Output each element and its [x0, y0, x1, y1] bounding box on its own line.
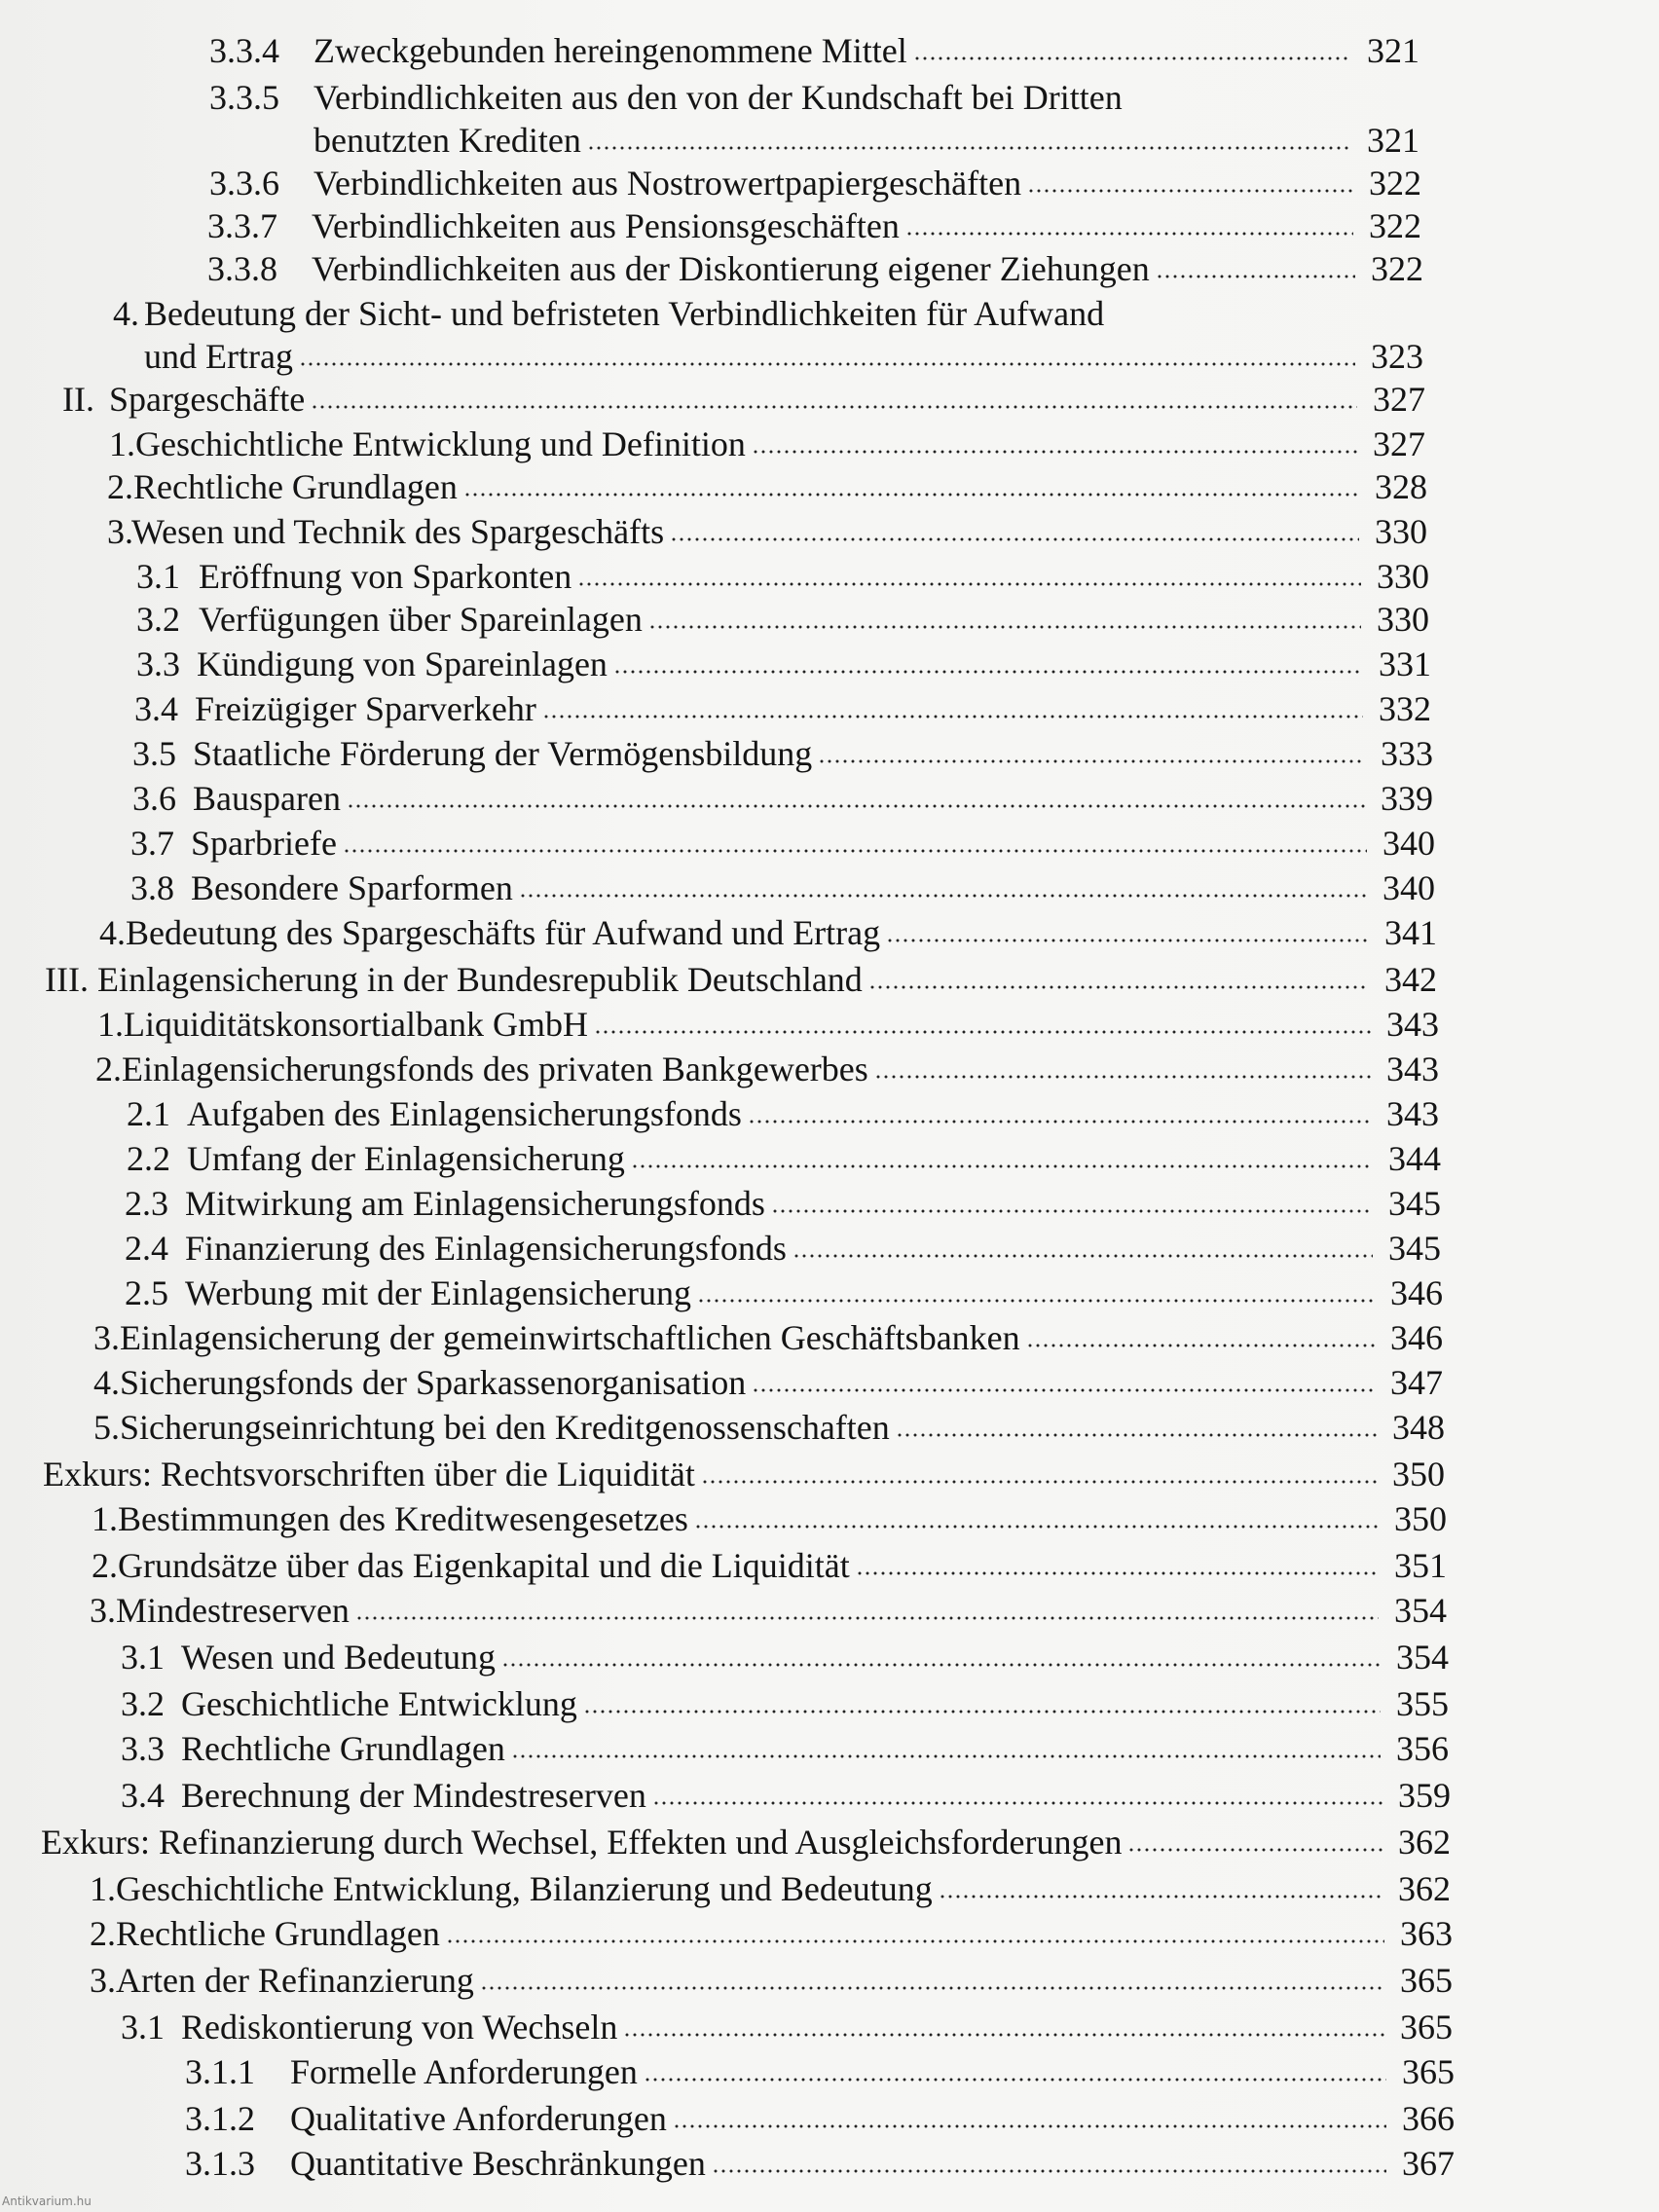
toc-entry[interactable] — [41, 1821, 1451, 1863]
entry-title: Umfang der Einlagensicherung — [187, 1139, 625, 1178]
entry-page-number: 348 — [1392, 1408, 1445, 1447]
entry-page-number: 343 — [1386, 1050, 1439, 1088]
entry-page-number: 343 — [1386, 1094, 1439, 1133]
toc-entry[interactable] — [187, 1137, 1441, 1180]
entry-number: 1. — [92, 1499, 118, 1538]
entry-number: 3.1 — [121, 1638, 165, 1677]
entry-page-number: 345 — [1388, 1229, 1441, 1268]
entry-number: 3. — [90, 1591, 116, 1630]
entry-number: 3.3.4 — [209, 31, 279, 70]
toc-entry[interactable] — [118, 1497, 1447, 1540]
entry-number: 4. — [93, 1363, 120, 1402]
entry-title: Mindestreserven — [116, 1591, 350, 1630]
dot-leader — [868, 985, 1369, 989]
entry-title: Geschichtliche Entwicklung, Bilanzierung und Bedeutung — [116, 1869, 933, 1908]
dot-leader — [752, 450, 1357, 454]
entry-number: 3.4 — [121, 1776, 165, 1815]
entry-title: Rechtliche Grundlagen — [133, 467, 458, 506]
entry-number: 5. — [93, 1408, 120, 1447]
entry-number: 3.2 — [136, 600, 180, 639]
toc-entry[interactable] — [133, 465, 1427, 508]
entry-number: 3.3.6 — [209, 164, 279, 203]
dot-leader — [856, 1571, 1379, 1575]
entry-title: Aufgaben des Einlagensicherungsfonds — [187, 1094, 742, 1133]
entry-number: 3.8 — [130, 868, 174, 907]
toc-entry[interactable] — [120, 1361, 1443, 1404]
entry-page-number: 351 — [1394, 1546, 1447, 1585]
dot-leader — [623, 2033, 1384, 2037]
entry-title: Geschichtliche Entwicklung und Definition — [135, 424, 746, 463]
toc-entry[interactable] — [193, 732, 1433, 775]
entry-number: 3.3 — [136, 645, 180, 683]
entry-number: 3.1 — [121, 2008, 165, 2046]
entry-number: 3.7 — [130, 824, 174, 863]
entry-number: 2. — [92, 1546, 118, 1585]
entry-number: 2. — [95, 1050, 122, 1088]
dot-leader — [644, 2078, 1386, 2082]
entry-title: Verbindlichkeiten aus Nostrowertpapiergeschäften — [313, 164, 1022, 203]
toc-entry[interactable] — [290, 2050, 1455, 2093]
dot-leader — [694, 1525, 1379, 1529]
entry-page-number: 344 — [1388, 1139, 1441, 1178]
entry-title: Geschichtliche Entwicklung — [181, 1684, 577, 1723]
dot-leader — [519, 894, 1367, 898]
toc-entry[interactable] — [116, 1589, 1447, 1632]
entry-title: Wesen und Technik des Spargeschäfts — [131, 512, 665, 551]
entry-page-number: 355 — [1396, 1684, 1449, 1723]
toc-entry[interactable] — [181, 1636, 1449, 1678]
entry-page-number: 356 — [1396, 1729, 1449, 1768]
toc-entry[interactable] — [195, 687, 1431, 730]
entry-title: Bedeutung des Spargeschäfts für Aufwand und Ertrag — [126, 913, 881, 952]
dot-leader — [905, 232, 1353, 236]
toc-entry[interactable] — [199, 598, 1429, 641]
entry-page-number: 350 — [1392, 1455, 1445, 1493]
dot-leader — [355, 1616, 1379, 1620]
entry-number: 2. — [107, 467, 133, 506]
entry-page-number: 330 — [1377, 600, 1429, 639]
entry-page-number: 354 — [1396, 1638, 1449, 1677]
dot-leader — [587, 146, 1351, 150]
entry-page-number: 321 — [1367, 31, 1419, 70]
entry-page-number: 322 — [1369, 206, 1421, 245]
dot-leader — [652, 1801, 1382, 1805]
dot-leader — [1127, 1848, 1382, 1852]
toc-entry[interactable] — [43, 1453, 1445, 1495]
toc-entry[interactable] — [131, 510, 1427, 553]
entry-page-number: 365 — [1402, 2052, 1455, 2091]
dot-leader — [939, 1895, 1382, 1899]
dot-leader — [347, 804, 1365, 808]
entry-number: 1. — [90, 1869, 116, 1908]
toc-entry[interactable] — [290, 2142, 1455, 2185]
entry-page-number: 341 — [1384, 913, 1437, 952]
toc-entry[interactable] — [124, 1003, 1439, 1046]
entry-title: Freizügiger Sparverkehr — [195, 689, 536, 728]
entry-number: III. — [45, 960, 89, 999]
dot-leader — [748, 1120, 1371, 1124]
dot-leader — [752, 1388, 1375, 1392]
entry-number: II. — [62, 380, 94, 419]
dot-leader — [299, 362, 1355, 366]
toc-entry[interactable] — [312, 204, 1421, 247]
entry-page-number: 333 — [1381, 734, 1433, 773]
entry-number: 4. — [113, 294, 139, 333]
dot-leader — [1027, 189, 1353, 193]
toc-entry[interactable] — [313, 76, 1419, 119]
entry-number: 2.3 — [125, 1184, 168, 1223]
entry-title: Finanzierung des Einlagensicherungsfonds — [185, 1229, 787, 1268]
entry-title: Kündigung von Spareinlagen — [197, 645, 608, 683]
dot-leader — [886, 939, 1369, 942]
dot-leader — [480, 1986, 1384, 1990]
entry-number: 3. — [107, 512, 133, 551]
toc-entry[interactable] — [120, 1406, 1445, 1449]
entry-page-number: 345 — [1388, 1184, 1441, 1223]
dot-leader — [701, 1480, 1377, 1484]
toc-entry[interactable] — [120, 1316, 1443, 1359]
dot-leader — [501, 1663, 1381, 1667]
entry-page-number: 362 — [1398, 1823, 1451, 1862]
entry-title: Einlagensicherung in der Bundesrepublik Deutschland — [97, 960, 863, 999]
toc-entry[interactable] — [313, 29, 1419, 72]
entry-title: Liquiditätskonsortialbank GmbH — [124, 1005, 588, 1044]
entry-number: 3.4 — [134, 689, 178, 728]
entry-page-number: 331 — [1379, 645, 1431, 683]
entry-page-number: 347 — [1390, 1363, 1443, 1402]
toc-entry[interactable] — [116, 1912, 1453, 1955]
entry-page-number: 366 — [1402, 2099, 1455, 2138]
entry-number: 3.1 — [136, 557, 180, 596]
toc-entry[interactable] — [135, 423, 1425, 465]
entry-page-number: 339 — [1381, 779, 1433, 818]
entry-page-number: 340 — [1382, 868, 1435, 907]
entry-page-number: 343 — [1386, 1005, 1439, 1044]
toc-entry[interactable] — [144, 292, 1423, 335]
entry-title: Grundsätze über das Eigenkapital und die Liquidität — [118, 1546, 850, 1585]
dot-leader — [446, 1939, 1384, 1943]
entry-page-number: 330 — [1377, 557, 1429, 596]
entry-number: 3.3.7 — [207, 206, 277, 245]
entry-number: 2.4 — [125, 1229, 168, 1268]
entry-title: Bestimmungen des Kreditwesengesetzes — [118, 1499, 688, 1538]
entry-title: Quantitative Beschränkungen — [290, 2144, 706, 2183]
entry-title: Exkurs: Rechtsvorschriften über die Liquidität — [43, 1455, 695, 1493]
entry-title: Sparbriefe — [191, 824, 337, 863]
entry-number: 2. — [90, 1914, 116, 1953]
dot-leader — [712, 2169, 1386, 2173]
dot-leader — [673, 2124, 1386, 2128]
toc-entry[interactable] — [312, 247, 1423, 290]
entry-number: 3.5 — [132, 734, 176, 773]
entry-title: Sicherungsfonds der Sparkassenorganisation — [120, 1363, 747, 1402]
dot-leader — [311, 405, 1357, 409]
dot-leader — [818, 759, 1365, 763]
entry-number: 4. — [99, 913, 126, 952]
dot-leader — [463, 493, 1359, 497]
dot-leader — [648, 625, 1361, 629]
entry-number: 2.1 — [127, 1094, 170, 1133]
entry-number: 3.6 — [132, 779, 176, 818]
dot-leader — [577, 582, 1361, 586]
entry-title: Bedeutung der Sicht- und befristeten Verbindlichkeiten für Aufwand — [144, 294, 1105, 333]
dot-leader — [542, 715, 1363, 719]
entry-page-number: 340 — [1382, 824, 1435, 863]
entry-page-number: 328 — [1375, 467, 1427, 506]
toc-entry[interactable] — [109, 378, 1425, 421]
watermark: Antikvarium.hu — [2, 2194, 92, 2208]
toc-entry[interactable] — [116, 1867, 1451, 1910]
entry-number: 1. — [97, 1005, 124, 1044]
entry-title: Einlagensicherungsfonds des privaten Bankgewerbes — [122, 1050, 868, 1088]
entry-number: 3. — [93, 1318, 120, 1357]
toc-entry[interactable] — [193, 777, 1433, 820]
toc-entry[interactable] — [187, 1092, 1439, 1135]
dot-leader — [631, 1164, 1373, 1168]
entry-page-number: 327 — [1373, 380, 1425, 419]
entry-title: Verbindlichkeiten aus Pensionsgeschäften — [312, 206, 900, 245]
entry-page-number: 330 — [1375, 512, 1427, 551]
toc-entry[interactable] — [185, 1227, 1441, 1270]
entry-title: Spargeschäfte — [109, 380, 306, 419]
entry-number: 3.3 — [121, 1729, 165, 1768]
entry-page-number: 346 — [1390, 1318, 1443, 1357]
dot-leader — [874, 1075, 1371, 1079]
entry-page-number: 363 — [1400, 1914, 1453, 1953]
dot-leader — [511, 1754, 1381, 1758]
toc-entry[interactable] — [144, 335, 1423, 378]
dot-leader — [670, 537, 1359, 541]
toc-entry[interactable] — [118, 1544, 1447, 1587]
entry-title: Qualitative Anforderungen — [290, 2099, 667, 2138]
entry-title: Verbindlichkeiten aus der Diskontierung eigener Ziehungen — [312, 249, 1150, 288]
dot-leader — [793, 1254, 1373, 1258]
entry-page-number: 350 — [1394, 1499, 1447, 1538]
entry-page-number: 332 — [1379, 689, 1431, 728]
entry-page-number: 323 — [1371, 337, 1423, 376]
entry-title: Exkurs: Refinanzierung durch Wechsel, Effekten und Ausgleichsforderungen — [41, 1823, 1123, 1862]
toc-entry[interactable] — [185, 1272, 1443, 1314]
toc-entry[interactable] — [181, 2006, 1453, 2048]
entry-title: Rediskontierung von Wechseln — [181, 2008, 618, 2046]
entry-number: 3. — [90, 1961, 116, 2000]
entry-title: Rechtliche Grundlagen — [116, 1914, 440, 1953]
entry-page-number: 365 — [1400, 2008, 1453, 2046]
entry-page-number: 322 — [1371, 249, 1423, 288]
entry-number: 3.2 — [121, 1684, 165, 1723]
dot-leader — [594, 1030, 1371, 1034]
dot-leader — [583, 1710, 1381, 1714]
dot-leader — [913, 56, 1351, 60]
entry-title: benutzten Krediten — [313, 121, 581, 160]
toc-entry[interactable] — [122, 1048, 1439, 1090]
entry-title: Besondere Sparformen — [191, 868, 513, 907]
entry-page-number: 321 — [1367, 121, 1419, 160]
entry-title: Berechnung der Mindestreserven — [181, 1776, 646, 1815]
entry-number: 3.1.2 — [185, 2099, 255, 2138]
toc-entry[interactable] — [197, 643, 1431, 685]
dot-leader — [1156, 275, 1355, 278]
toc-entry[interactable] — [181, 1727, 1449, 1770]
toc-entry[interactable] — [313, 162, 1421, 204]
dot-leader — [697, 1299, 1375, 1303]
toc-entry[interactable] — [116, 1959, 1453, 2002]
entry-page-number: 327 — [1373, 424, 1425, 463]
toc-entry[interactable] — [97, 958, 1437, 1001]
entry-title: Verbindlichkeiten aus den von der Kundschaft bei Dritten — [313, 78, 1123, 117]
entry-page-number: 365 — [1400, 1961, 1453, 2000]
toc-entry[interactable] — [199, 555, 1429, 598]
entry-number: 3.3.5 — [209, 78, 279, 117]
toc-entry[interactable] — [290, 2097, 1455, 2140]
dot-leader — [613, 670, 1363, 674]
entry-title: Verfügungen über Spareinlagen — [199, 600, 643, 639]
entry-title: Zweckgebunden hereingenommene Mittel — [313, 31, 907, 70]
entry-title: Eröffnung von Sparkonten — [199, 557, 572, 596]
entry-title: und Ertrag — [144, 337, 293, 376]
entry-page-number: 322 — [1369, 164, 1421, 203]
entry-number: 2.5 — [125, 1273, 168, 1312]
entry-title: Staatliche Förderung der Vermögensbildung — [193, 734, 813, 773]
toc-entry[interactable] — [181, 1682, 1449, 1725]
entry-page-number: 342 — [1384, 960, 1437, 999]
toc-entry[interactable] — [191, 822, 1435, 865]
entry-number: 2.2 — [127, 1139, 170, 1178]
dot-leader — [771, 1209, 1373, 1213]
entry-page-number: 367 — [1402, 2144, 1455, 2183]
entry-title: Rechtliche Grundlagen — [181, 1729, 505, 1768]
entry-title: Mitwirkung am Einlagensicherungsfonds — [185, 1184, 765, 1223]
dot-leader — [343, 849, 1367, 853]
toc-entry[interactable] — [313, 119, 1419, 162]
toc-entry[interactable] — [191, 866, 1435, 909]
entry-page-number: 362 — [1398, 1869, 1451, 1908]
entry-page-number: 354 — [1394, 1591, 1447, 1630]
toc-entry[interactable] — [126, 911, 1437, 954]
entry-number: 3.1.3 — [185, 2144, 255, 2183]
dot-leader — [896, 1433, 1377, 1437]
toc-entry[interactable] — [181, 1774, 1451, 1817]
entry-title: Bausparen — [193, 779, 341, 818]
entry-number: 1. — [109, 424, 135, 463]
entry-title: Sicherungseinrichtung bei den Kreditgenossenschaften — [120, 1408, 890, 1447]
entry-page-number: 359 — [1398, 1776, 1451, 1815]
entry-title: Einlagensicherung der gemeinwirtschaftlichen Geschäftsbanken — [120, 1318, 1020, 1357]
entry-title: Arten der Refinanzierung — [116, 1961, 474, 2000]
dot-leader — [1026, 1344, 1375, 1347]
toc-entry[interactable] — [185, 1182, 1441, 1225]
entry-number: 3.1.1 — [185, 2052, 255, 2091]
entry-number: 3.3.8 — [207, 249, 277, 288]
entry-title: Wesen und Bedeutung — [181, 1638, 497, 1677]
entry-title: Werbung mit der Einlagensicherung — [185, 1273, 691, 1312]
entry-title: Formelle Anforderungen — [290, 2052, 638, 2091]
entry-page-number: 346 — [1390, 1273, 1443, 1312]
